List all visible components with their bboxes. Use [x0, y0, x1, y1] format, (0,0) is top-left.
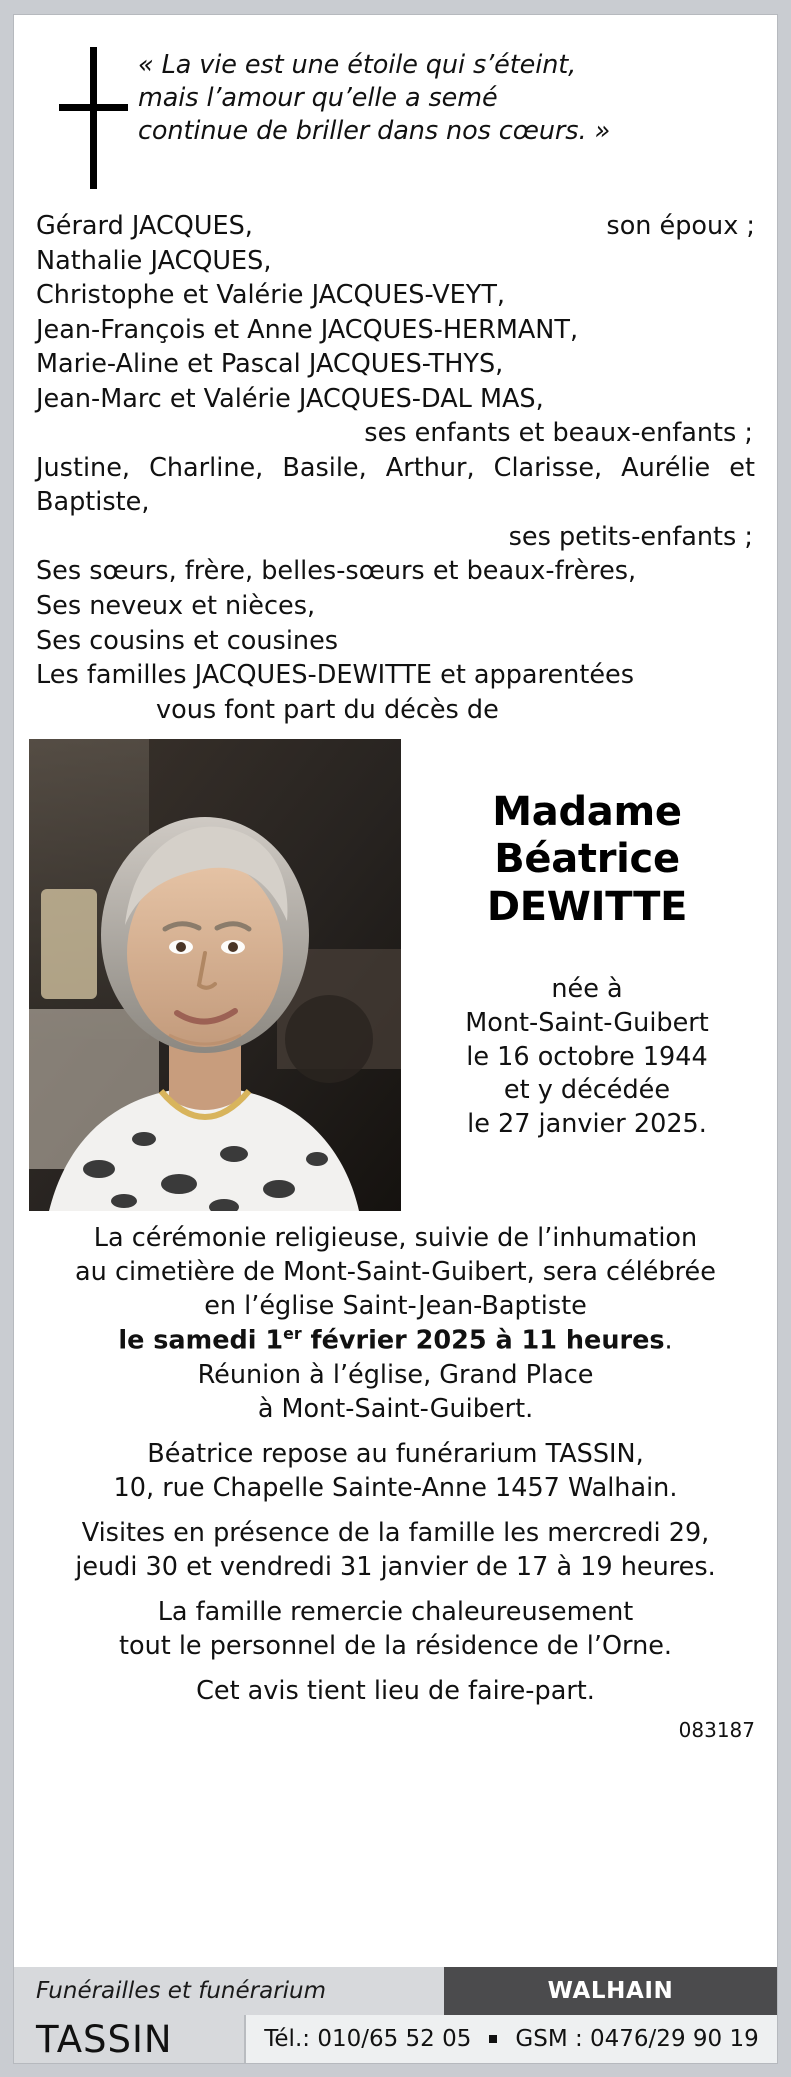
spouse-relation: son époux ; — [606, 211, 755, 241]
child-row: Christophe et Valérie JACQUES-VEYT, — [36, 280, 506, 311]
ceremony-date-pre: le samedi 1 — [118, 1325, 284, 1356]
portrait-and-name-block — [14, 727, 777, 1217]
deceased-name-block — [419, 739, 755, 1211]
cross-icon — [42, 41, 138, 191]
born-label: née à — [551, 973, 623, 1004]
footer-mobile: GSM : 0476/29 90 19 — [515, 2026, 759, 2052]
birth-date: le 16 octobre 1944 — [466, 1041, 708, 1072]
funeral-home-line: Béatrice repose au funérarium TASSIN, — [147, 1438, 644, 1469]
funeral-home-footer — [14, 1967, 777, 2063]
relatives-row: Ses neveux et nièces, — [36, 591, 316, 622]
relatives-row: Ses cousins et cousines — [36, 625, 339, 656]
child-row: Nathalie JACQUES, — [36, 245, 272, 276]
memorial-quote — [138, 41, 749, 148]
visit-line: jeudi 30 et vendredi 31 janvier de 17 à 19 heures. — [75, 1551, 716, 1582]
ceremony-details — [14, 1217, 777, 1708]
deceased-lastname: DEWITTE — [486, 883, 688, 930]
death-date: le 27 janvier 2025. — [467, 1109, 707, 1140]
deceased-photo — [29, 739, 401, 1211]
funeral-home-address: 10, rue Chapelle Sainte-Anne 1457 Walhain. — [113, 1472, 678, 1503]
relatives-row: Ses sœurs, frère, belles-sœurs et beaux-frères, — [36, 556, 637, 587]
child-row: Jean-François et Anne JACQUES-HERMANT, — [36, 314, 579, 345]
ceremony-date-post: février 2025 à 11 heures — [301, 1325, 665, 1356]
ceremony-line: Réunion à l’église, Grand Place — [197, 1359, 594, 1390]
quote-line-2: mais l’amour qu’elle a semé — [138, 83, 498, 114]
grandchildren-line-2: Baptiste, — [36, 487, 150, 518]
grandchildren-line-1: Justine, Charline, Basile, Arthur, Clarisse, Aurélie et — [36, 452, 755, 483]
relatives-row: Les familles JACQUES-DEWITTE et apparentées — [36, 660, 634, 691]
deceased-title: Madame — [492, 789, 682, 836]
ceremony-date-end: . — [664, 1325, 673, 1356]
child-row: Jean-Marc et Valérie JACQUES-DAL MAS, — [36, 383, 544, 414]
spouse-name: Gérard JACQUES, — [36, 211, 253, 241]
footer-bottom-row — [14, 2015, 777, 2063]
death-notice-card — [13, 14, 778, 2064]
child-row: Marie-Aline et Pascal JACQUES-THYS, — [36, 349, 504, 380]
death-label: et y décédée — [503, 1075, 671, 1106]
footer-company-name: TASSIN — [36, 2017, 173, 2061]
reference-number: 083187 — [678, 1718, 755, 1743]
spouse-row — [36, 209, 755, 244]
ceremony-line: à Mont-Saint-Guibert. — [257, 1393, 534, 1424]
separator-icon — [489, 2035, 497, 2043]
announcement-text: vous font part du décès de — [156, 694, 499, 725]
ceremony-line: La cérémonie religieuse, suivie de l’inhumation — [93, 1223, 698, 1254]
footer-services-label: Funérailles et funérarium — [14, 1967, 444, 2015]
birth-place: Mont-Saint-Guibert — [465, 1007, 709, 1038]
thanks-line: La famille remercie chaleureusement — [157, 1597, 634, 1628]
children-relation: ses enfants et beaux-enfants ; — [364, 418, 753, 449]
ceremony-line: en l’église Saint-Jean-Baptiste — [204, 1291, 587, 1322]
ceremony-date-sup: er — [283, 1324, 302, 1344]
quote-line-3: continue de briller dans nos cœurs. » — [138, 116, 611, 147]
notice-header — [14, 15, 777, 201]
visit-line: Visites en présence de la famille les mercredi 29, — [81, 1517, 710, 1548]
grandchildren-relation: ses petits-enfants ; — [508, 521, 753, 552]
thanks-line: tout le personnel de la résidence de l’Orne. — [118, 1631, 673, 1662]
footer-location-label: WALHAIN — [444, 1967, 777, 2015]
notice-disclaimer: Cet avis tient lieu de faire-part. — [196, 1676, 595, 1707]
footer-contact — [244, 2015, 777, 2063]
deceased-dates — [419, 973, 755, 1143]
ceremony-line: au cimetière de Mont-Saint-Guibert, sera célébrée — [75, 1257, 716, 1288]
family-list — [14, 201, 777, 727]
footer-phone: Tél.: 010/65 52 05 — [264, 2026, 472, 2052]
deceased-firstname: Béatrice — [494, 836, 680, 883]
ceremony-datetime — [32, 1323, 759, 1358]
footer-top-row — [14, 1967, 777, 2015]
quote-line-1: « La vie est une étoile qui s’éteint, — [138, 50, 577, 80]
